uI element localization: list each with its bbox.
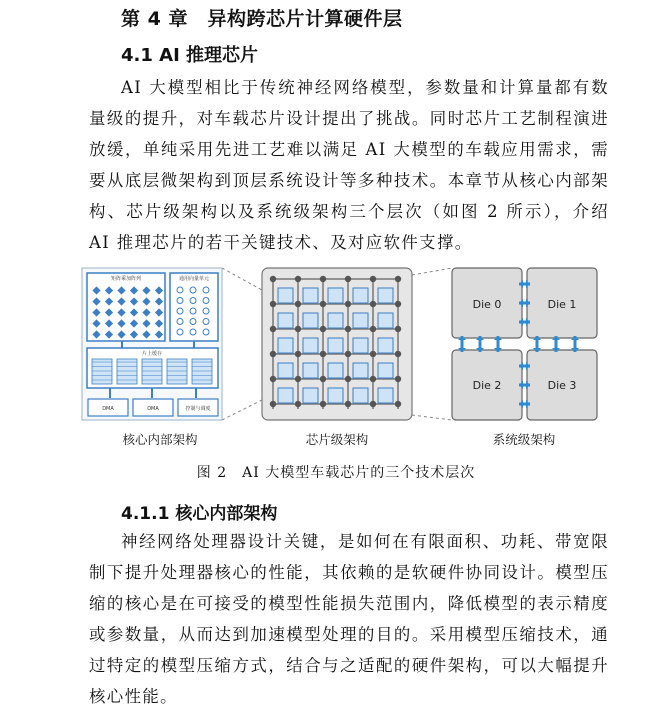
router-node [395,376,401,382]
compute-core [378,338,393,353]
compute-core [353,363,368,378]
router-node [345,401,351,407]
router-node [320,301,326,307]
router-node [370,351,376,357]
compute-core [378,363,393,378]
chip-level-panel [262,268,412,420]
compute-core [303,338,318,353]
matrix-array-label: 矩阵乘加阵列 [110,276,142,282]
dma-label: DMA [147,406,159,412]
compute-core [303,288,318,303]
router-node [270,301,276,307]
router-node [295,301,301,307]
vector-lane [177,308,183,314]
compute-core [353,338,368,353]
paragraph-core: 神经网络处理器设计关键，是如何在有限面积、功耗、带宽限制下提升处理器核心的性能，其依赖的是软硬件协同设计。模型压缩的核心是在可接受的模型性能损失范围内，降低模型的表示精度或参数量，从而达到加速模型处理的目的。采用模型压缩技术，通过特定的模型压缩方式，结合与之适配的硬件架构，可以大幅提升核心性能。 [89,532,609,706]
vector-lane [190,298,196,304]
router-node [370,326,376,332]
compute-core [303,313,318,328]
router-node [370,376,376,382]
compute-core [303,363,318,378]
router-node [270,326,276,332]
vector-lane [203,319,209,325]
vector-lane [190,319,196,325]
router-node [320,401,326,407]
control-label: 控制与调度 [185,406,211,412]
figure-caption: 图 2 AI 大模型车载芯片的三个技术层次 [196,465,476,481]
vector-lane [190,329,196,335]
vector-lane [203,287,209,293]
compute-core [378,388,393,403]
connector-line [412,415,452,420]
buffer-banks [92,359,212,384]
router-node [395,276,401,282]
compute-core [378,313,393,328]
router-node [295,401,301,407]
vector-lane [203,329,209,335]
compute-core [328,388,343,403]
connector-line [222,268,262,290]
compute-core [378,288,393,303]
compute-core [278,338,293,353]
panel-label-system: 系统级架构 [492,432,556,447]
compute-core [278,388,293,403]
router-node [370,276,376,282]
vector-unit-label: 通用向量单元 [178,276,210,282]
compute-core [303,388,318,403]
connector-line [222,400,262,420]
core-architecture-panel [82,268,222,420]
router-node [370,401,376,407]
router-node [345,376,351,382]
dma-label: DMA [102,406,114,412]
die-2-label: Die 2 [472,379,502,392]
router-node [370,301,376,307]
vector-lane [203,308,209,314]
compute-core [353,388,368,403]
compute-core [353,313,368,328]
die-0-label: Die 0 [472,298,502,311]
panel-label-core: 核心内部架构 [122,432,198,447]
router-node [345,351,351,357]
onchip-buffer-label: 片上缓存 [141,351,163,357]
router-node [395,326,401,332]
vector-lane [203,298,209,304]
matrix-array-block [87,273,165,341]
compute-core [278,363,293,378]
router-node [345,301,351,307]
compute-core [328,363,343,378]
section-title: 4.1 AI 推理芯片 [121,45,259,66]
vector-lane [177,298,183,304]
die-1-label: Die 1 [547,298,577,311]
die-3-label: Die 3 [547,379,577,392]
paragraph-intro: AI 大模型相比于传统神经网络模型，参数量和计算量都有数量级的提升，对车载芯片设计提出了挑战。同时芯片工艺制程演进放缓，单纯采用先进工艺难以满足 AI 大模型的车载应用需求，需要从底层微架构到顶层系统设计等多种技术。本章节从核心内部架构、芯片级架构以及系统级架构三个层次（如图 2 所示），介绍 AI 推理芯片的若干关键技术、及对应软件支撑。 [89,78,609,252]
system-level-panel [452,268,597,420]
router-node [270,276,276,282]
compute-core [328,313,343,328]
router-node [395,401,401,407]
router-node [295,276,301,282]
panel-label-chip: 芯片级架构 [305,432,369,447]
compute-core [328,288,343,303]
router-node [320,276,326,282]
router-node [320,326,326,332]
vector-lane [177,287,183,293]
router-node [295,351,301,357]
router-node [270,351,276,357]
compute-core [328,338,343,353]
subsection-title: 4.1.1 核心内部架构 [121,504,278,524]
compute-core [353,288,368,303]
compute-core [278,288,293,303]
router-node [320,351,326,357]
vector-lane [177,319,183,325]
router-node [395,301,401,307]
compute-core [278,313,293,328]
router-node [270,401,276,407]
router-node [395,351,401,357]
vector-lane [177,329,183,335]
vector-lane [190,287,196,293]
router-node [345,276,351,282]
connector-line [412,268,452,275]
vector-lane [190,308,196,314]
router-node [295,326,301,332]
chapter-title: 第 4 章 异构跨芯片计算硬件层 [121,8,403,30]
router-node [295,376,301,382]
router-node [270,376,276,382]
router-node [320,376,326,382]
router-node [345,326,351,332]
